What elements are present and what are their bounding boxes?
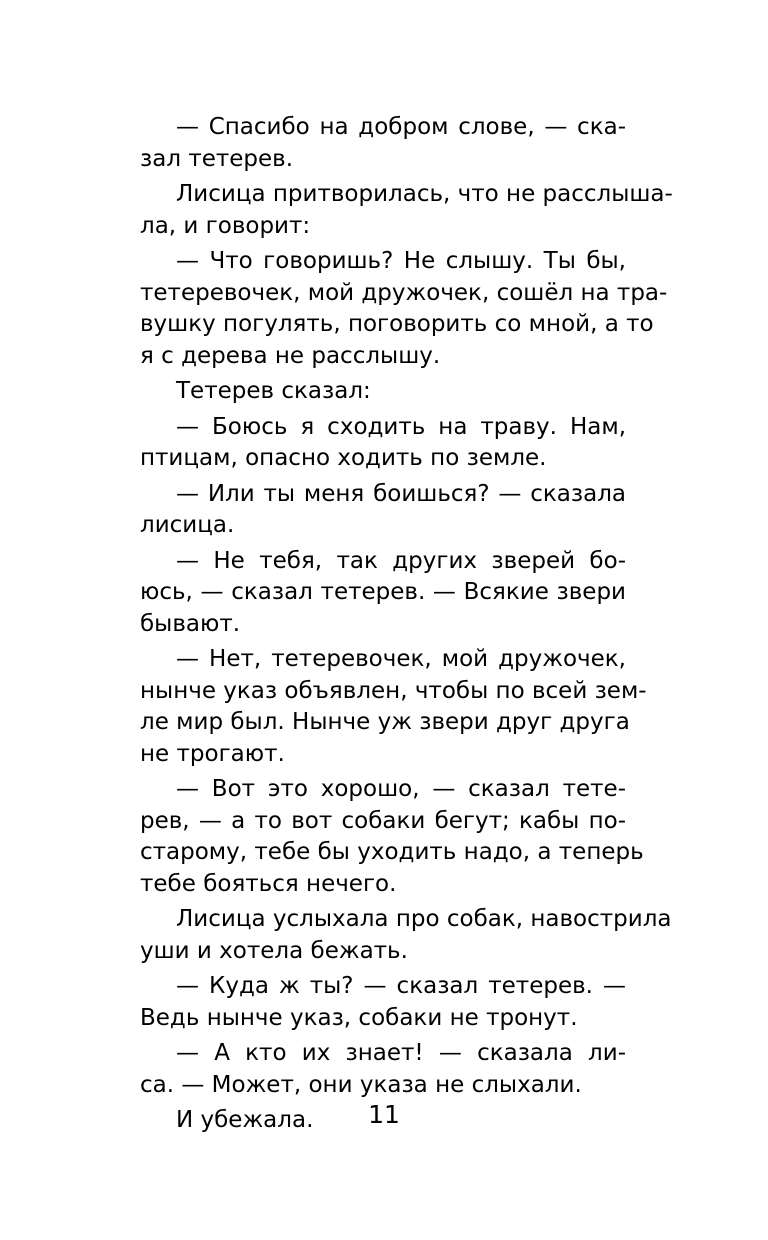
text-line: тетеревочек, мой дружочек, сошёл на тра-	[140, 279, 668, 306]
text-line: птицам, опасно ходить по земле.	[140, 445, 547, 471]
text-line: И убежала.	[176, 1107, 314, 1133]
text-line: уши и хотела бежать.	[140, 937, 408, 964]
text-line: Ведь нынче указ, собаки не тронут.	[140, 1004, 578, 1031]
paragraph	[104, 112, 626, 175]
text-line: — Или ты меня боишься? — сказала	[176, 480, 626, 507]
text-line: лисица.	[140, 512, 235, 538]
text-line: ла, и говорит:	[140, 212, 311, 239]
text-line: Тетерев сказал:	[176, 378, 371, 404]
text-line: зал тетерев.	[140, 145, 294, 172]
paragraph	[104, 644, 647, 770]
paragraph	[104, 774, 644, 900]
paragraph	[104, 1038, 626, 1101]
page-text	[104, 112, 673, 1141]
text-line: вушку погулять, поговорить со мной, а то	[140, 311, 654, 337]
text-line: бывают.	[140, 610, 241, 637]
text-line: — Спасибо на добром слове, — ска-	[176, 114, 626, 140]
paragraph	[104, 179, 673, 242]
text-line: нынче указ объявлен, чтобы по всей зем-	[140, 677, 647, 704]
paragraph	[104, 546, 626, 641]
text-line: я с дерева не расслышу.	[140, 342, 441, 369]
page-number: 11	[368, 1100, 400, 1129]
text-line: — Не тебя, так других зверей бо-	[176, 547, 626, 574]
paragraph	[104, 971, 626, 1034]
text-line: ле мир был. Нынче уж звери друг друга	[140, 709, 630, 735]
text-line: рев, — а то вот собаки бегут; кабы по-	[140, 807, 626, 834]
text-line: тебе бояться нечего.	[140, 870, 397, 897]
text-line: са. — Может, они указа не слыхали.	[140, 1071, 582, 1098]
text-line: — А кто их знает! — сказала ли-	[176, 1040, 626, 1066]
text-line: старому, тебе бы уходить надо, а теперь	[140, 839, 644, 865]
text-line: — Вот это хорошо, — сказал тете-	[176, 776, 626, 802]
text-line: Лисица услыхала про собак, навострила	[176, 906, 672, 932]
paragraph	[104, 904, 672, 967]
text-line: юсь, — сказал тетерев. — Всякие звери	[140, 579, 626, 605]
text-line: — Куда ж ты? — сказал тетерев. —	[176, 973, 626, 999]
paragraph	[104, 479, 626, 542]
text-line: Лисица притворилась, что не расслыша-	[176, 181, 673, 207]
paragraph	[104, 376, 626, 408]
paragraph	[104, 246, 668, 372]
text-line: не трогают.	[140, 740, 285, 767]
paragraph	[104, 412, 626, 475]
text-line: — Боюсь я сходить на траву. Нам,	[176, 413, 626, 440]
text-line: — Что говоришь? Не слышу. Ты бы,	[176, 248, 626, 274]
text-line: — Нет, тетеревочек, мой дружочек,	[176, 646, 626, 672]
